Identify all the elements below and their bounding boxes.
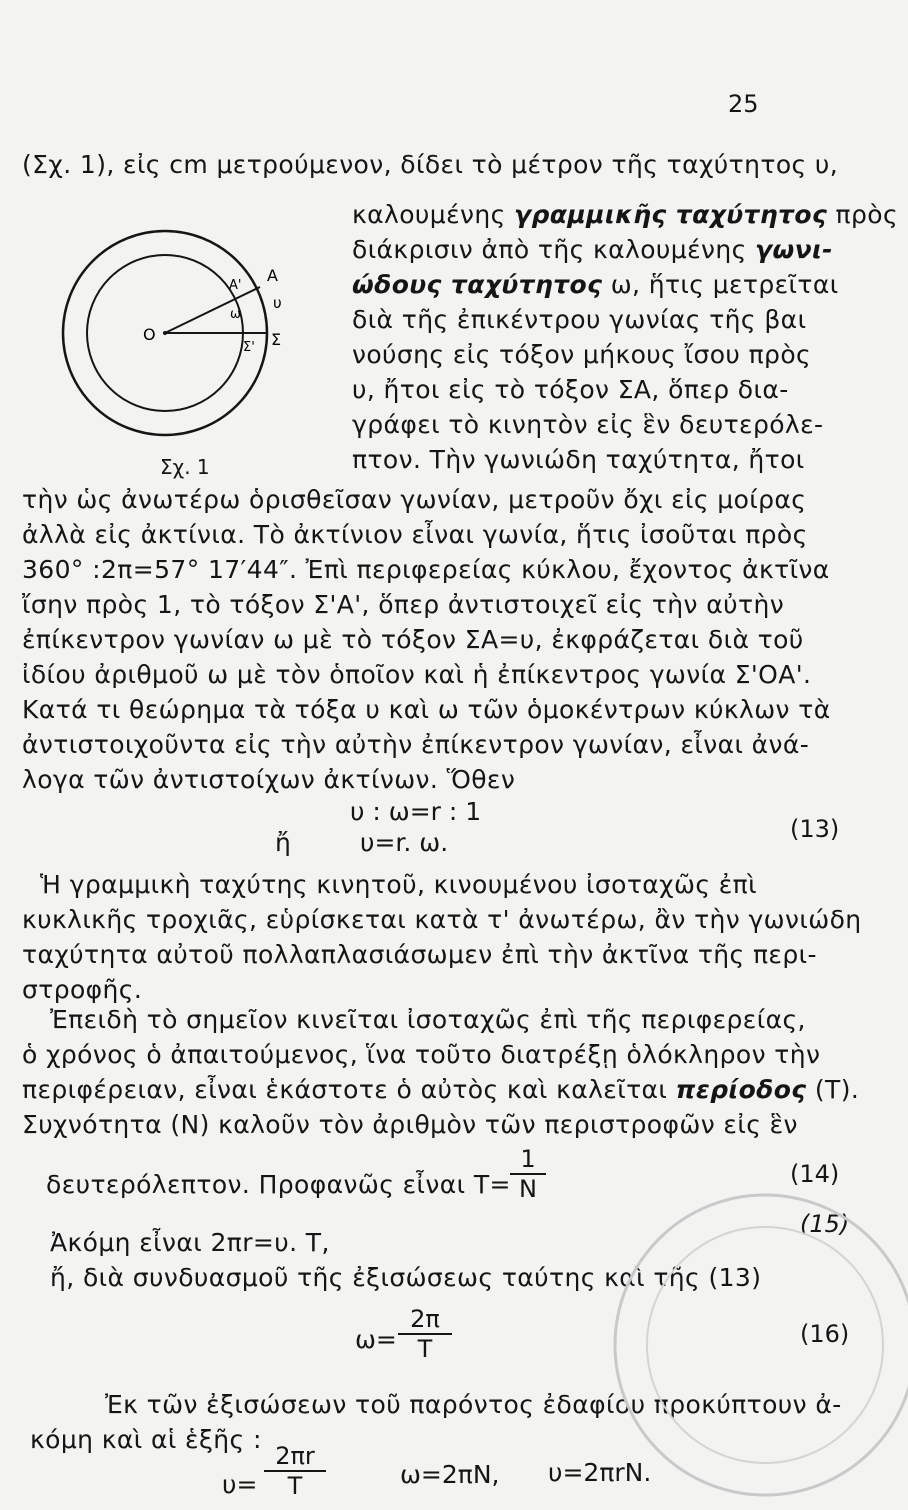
text-line: ἐπίκεντρον γωνίαν ω μὲ τὸ τόξον ΣΑ=υ, ἐκφράζεται διὰ τοῦ [22,625,804,654]
text-line: δευτερόλεπτον. Προφανῶς εἶναι Τ= [46,1170,511,1199]
text-line: καλουμένης γραμμικῆς ταχύτητος πρὸς [352,200,899,229]
circle-diagram [55,215,295,455]
equation-13b: υ=r. ω. [360,828,449,857]
fraction-1-over-n [512,1145,544,1203]
equation-13a: υ : ω=r : 1 [350,797,482,826]
label-sigma: Σ [271,330,282,349]
emphasis: γωνι- [755,235,833,264]
text-line: ἀλλὰ εἰς ἀκτίνια. Τὸ ἀκτίνιον εἶναι γωνία, ἥτις ἰσοῦται πρὸς [22,520,808,549]
text-line: γράφει τὸ κινητὸν εἰς ἓν δευτερόλε- [352,410,824,439]
text-line: ἴσην πρὸς 1, τὸ τόξον Σ'Α', ὅπερ ἀντιστοιχεῖ εἰς τὴν αὐτὴν [22,590,785,619]
text-line: υ, ἤτοι εἰς τὸ τόξον ΣΑ, ὅπερ δια- [352,375,789,404]
text-line: Συχνότητα (Ν) καλοῦν τὸν ἀριθμὸν τῶν περιστροφῶν εἰς ἓν [22,1110,798,1139]
text-line: Ἡ γραμμικὴ ταχύτης κινητοῦ, κινουμένου ἰσοταχῶς ἐπὶ [40,870,757,899]
text-line: ἤ, διὰ συνδυασμοῦ τῆς ἐξισώσεως ταύτης καὶ τῆς (13) [50,1263,762,1292]
text-line: νούσης εἰς τόξον μήκους ἴσου πρὸς [352,340,812,369]
denominator: T [417,1335,433,1363]
text-line: διὰ τῆς ἐπικέντρου γωνίας τῆς βαι [352,305,807,334]
fraction-2pir-over-t [266,1442,324,1500]
text-line: περιφέρειαν, εἶναι ἑκάστοτε ὁ αὐτὸς καὶ καλεῖται περίοδος (Τ). [22,1075,860,1104]
center-point [163,331,167,335]
text-line: Ἐπειδὴ τὸ σημεῖον κινεῖται ἰσοταχῶς ἐπὶ τῆς περιφερείας, [50,1005,806,1034]
text-line: στροφῆς. [22,975,143,1004]
final-omega-equation: ω=2πN, [400,1460,500,1489]
text-line: λογα τῶν ἀντιστοίχων ἀκτίνων. Ὅθεν [22,765,516,794]
text-line: ὁ χρόνος ὁ ἀπαιτούμενος, ἵνα τοῦτο διατρέξῃ ὁλόκληρον τὴν [22,1040,821,1069]
denominator: N [519,1175,537,1203]
numerator: 2π [410,1305,440,1333]
final-equation-lhs: υ= [222,1470,258,1499]
equation-number-15: (15) [800,1210,850,1238]
final-upsilon-equation: υ=2πrN. [548,1458,652,1487]
denominator: T [287,1472,303,1500]
label-a: A [267,266,278,285]
label-upsilon: υ [273,294,282,312]
figure-caption: Σχ. 1 [160,455,210,479]
fraction-2pi-over-t [400,1305,450,1363]
text-line: ἀντιστοιχοῦντα εἰς τὴν αὐτὴν ἐπίκεντρον γωνίαν, εἶναι ἀνά- [22,730,810,759]
radius-to-a [165,287,260,333]
text-line: κυκλικῆς τροχιᾶς, εὑρίσκεται κατὰ τ' ἀνωτέρω, ἂν τὴν γωνιώδη [22,905,862,934]
label-o: O [143,325,156,344]
text-line: ταχύτητα αὐτοῦ πολλαπλασιάσωμεν ἐπὶ τὴν ἀκτῖνα τῆς περι- [22,940,817,969]
text-line: πτον. Τὴν γωνιώδη ταχύτητα, ἤτοι [352,445,805,474]
label-omega: ω [230,307,241,322]
text-line: ώδους ταχύτητος ω, ἥτις μετρεῖται [352,270,839,299]
equation-or: ἤ [275,828,291,857]
text-line: Ἐκ τῶν ἐξισώσεων τοῦ παρόντος ἐδαφίου προκύπτουν ἀ- [105,1390,842,1419]
text-line: ἰδίου ἀριθμοῦ ω μὲ τὸν ὁποῖον καὶ ἡ ἐπίκεντρος γωνία Σ'ΟΑ'. [22,660,812,689]
text-line: διάκρισιν ἀπὸ τῆς καλουμένης γωνι- [352,235,833,264]
numerator: 1 [520,1145,536,1173]
emphasis: γραμμικῆς ταχύτητος [514,200,828,229]
equation-number-14: (14) [790,1160,840,1188]
label-a-prime: A' [229,278,242,293]
text-line: τὴν ὡς ἀνωτέρω ὁρισθεῖσαν γωνίαν, μετροῦν ὄχι εἰς μοίρας [22,485,807,514]
equation-number-13: (13) [790,815,840,843]
emphasis: περίοδος [675,1075,807,1104]
text-line: Κατά τι θεώρημα τὰ τόξα υ καὶ ω τῶν ὁμοκέντρων κύκλων τὰ [22,695,831,724]
emphasis: ώδους ταχύτητος [352,270,603,299]
library-stamp-icon [600,1180,908,1510]
text-line: κόμη καὶ αἱ ἑξῆς : [30,1425,262,1454]
page-number: 25 [728,90,759,118]
text-line: 360° :2π=57° 17′44″. Ἐπὶ περιφερείας κύκλου, ἔχοντος ἀκτῖνα [22,555,830,584]
equation-16-lhs: ω= [355,1325,397,1354]
text-line: (Σχ. 1), εἰς cm μετρούμενον, δίδει τὸ μέτρον τῆς ταχύτητος υ, [22,150,839,179]
text-line: Ἀκόμη εἶναι 2πr=υ. Τ, [50,1228,330,1257]
label-sigma-prime: Σ' [243,340,255,355]
equation-number-16: (16) [800,1320,850,1348]
numerator: 2πr [275,1442,315,1470]
